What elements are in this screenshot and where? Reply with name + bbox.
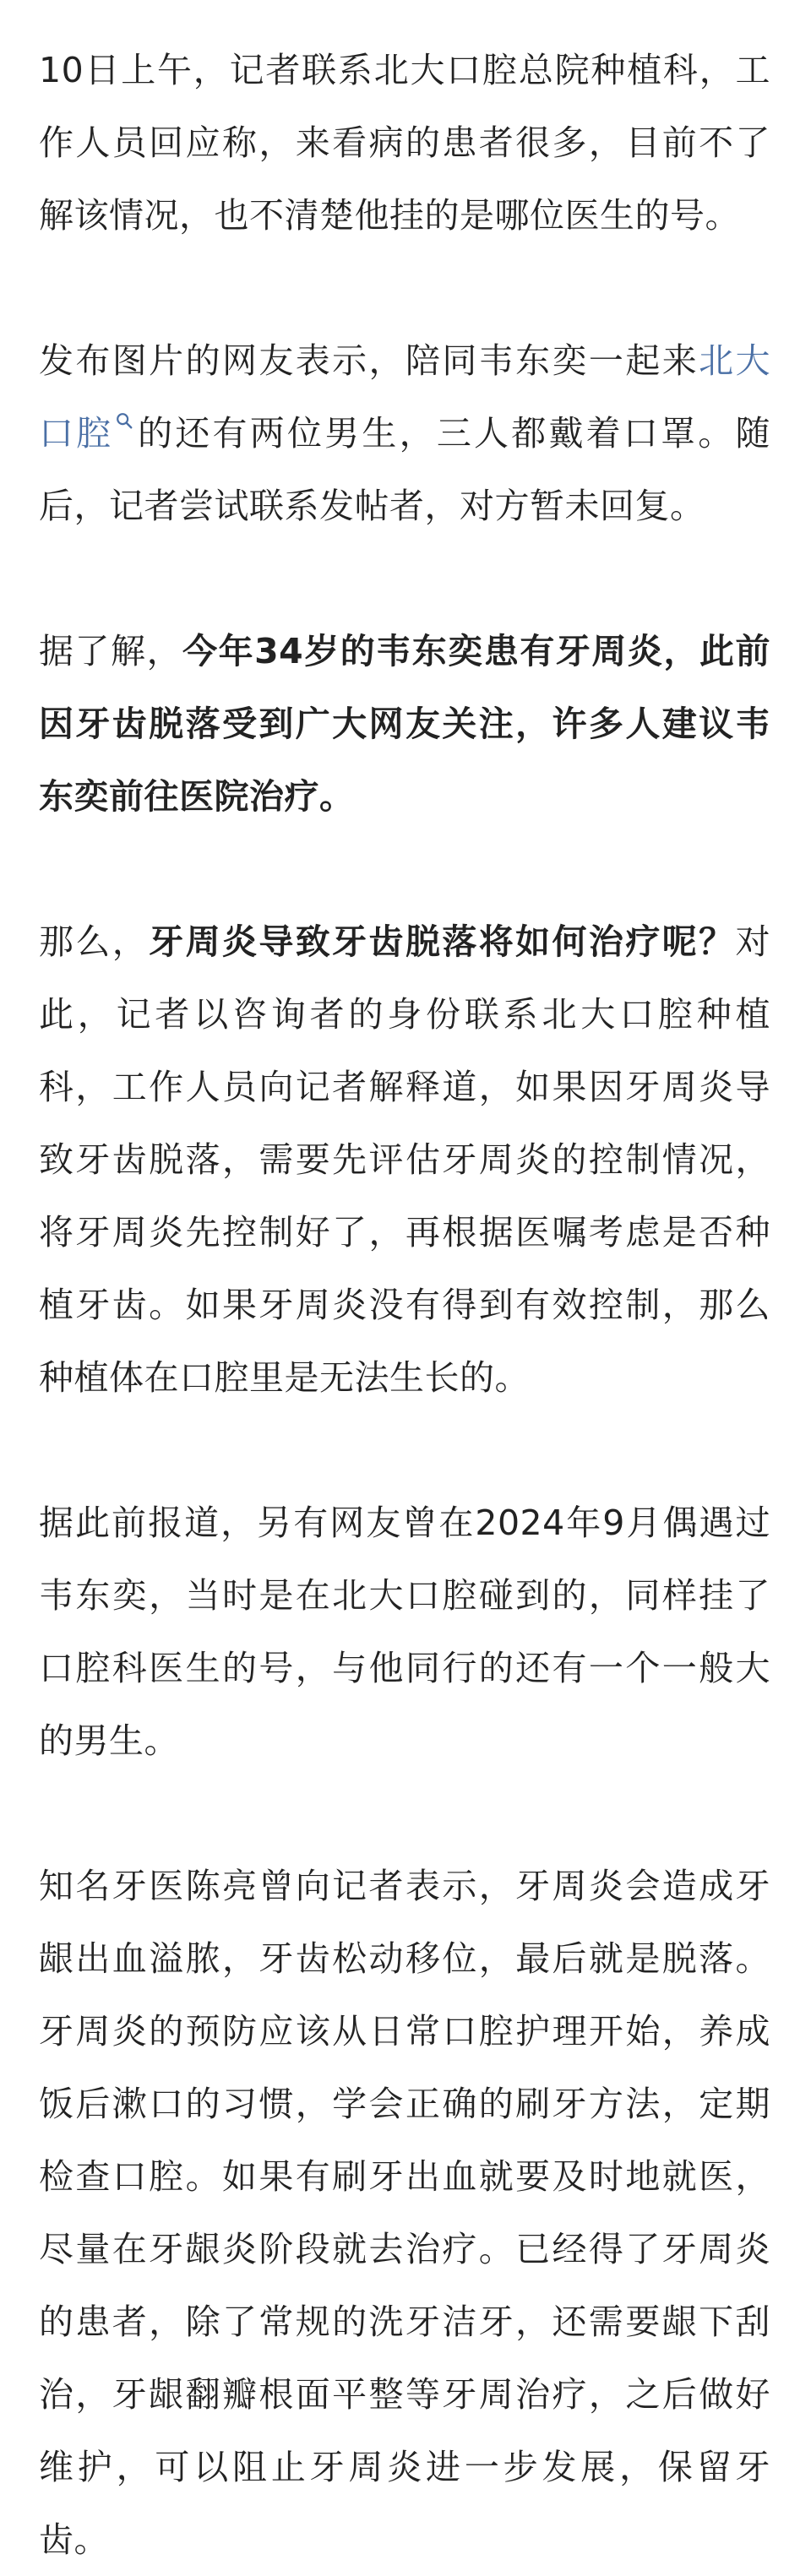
- paragraph-netizen-statement: [39, 324, 770, 542]
- paragraph-text: 的还有两位男生，三人都戴着口罩。随后，记者尝试联系发帖者，对方暂未回复。: [39, 413, 770, 526]
- paragraph-treatment: [39, 905, 770, 1414]
- paragraph-background: [39, 615, 770, 833]
- bold-highlight: 今年34岁的韦东奕患有牙周炎，此前因牙齿脱落受到广大网友关注，许多人建议韦东奕前往医院治疗。: [39, 631, 770, 817]
- paragraph-lead: 那么，: [39, 921, 150, 962]
- paragraph-text: 知名牙医陈亮曾向记者表示，牙周炎会造成牙龈出血溢脓，牙齿松动移位，最后就是脱落。牙周炎的预防应该从日常口腔护理开始，养成饭后漱口的习惯，学会正确的刷牙方法，定期检查口腔。如果有刷牙出血就要及时地就医，尽量在牙龈炎阶段就去治疗。已经得了牙周炎的患者，除了常规的洗牙洁牙，还需要龈下刮治，牙龈翻瓣根面平整等牙周治疗，之后做好维护，可以阻止牙周炎进一步发展，保留牙齿。: [39, 1866, 770, 2560]
- paragraph-text: 10日上午，记者联系北大口腔总院种植科，工作人员回应称，来看病的患者很多，目前不了解该情况，也不清楚他挂的是哪位医生的号。: [39, 50, 770, 236]
- bold-question: 牙周炎导致牙齿脱落将如何治疗呢？: [149, 921, 736, 962]
- paragraph-text: 据此前报道，另有网友曾在2024年9月偶遇过韦东奕，当时是在北大口腔碰到的，同样挂了口腔科医生的号，与他同行的还有一个一般大的男生。: [39, 1503, 770, 1761]
- paragraph-dentist-advice: [39, 1850, 770, 2576]
- paragraph-previous-report: [39, 1486, 770, 1777]
- paragraph-text: 对此，记者以咨询者的身份联系北大口腔种植科，工作人员向记者解释道，如果因牙周炎导致牙齿脱落，需要先评估牙周炎的控制情况，将牙周炎先控制好了，再根据医嘱考虑是否种植牙齿。如果牙周炎没有得到有效控制，那么种植体在口腔里是无法生长的。: [39, 921, 771, 1398]
- paragraph-text: 发布图片的网友表示，陪同韦东奕一起来: [39, 340, 699, 381]
- paragraph-lead: 据了解，: [39, 631, 183, 671]
- link-text[interactable]: 北大口腔: [39, 340, 771, 454]
- search-icon[interactable]: [115, 411, 133, 430]
- paragraph-hospital-response: [39, 0, 770, 252]
